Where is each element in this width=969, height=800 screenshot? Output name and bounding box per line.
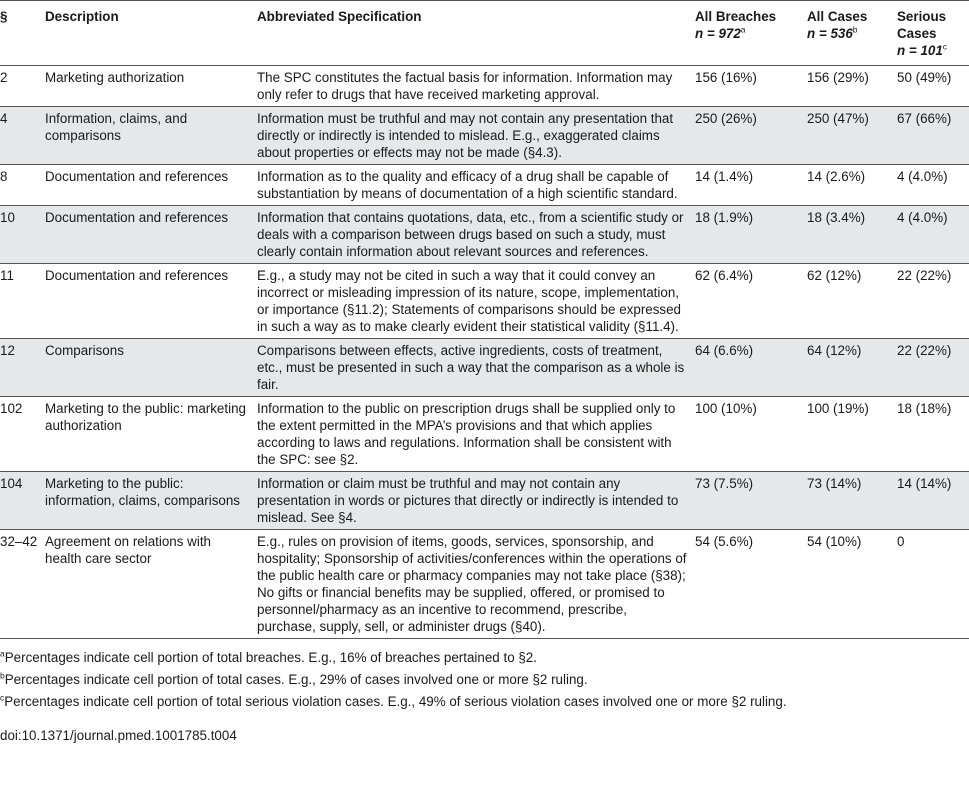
table-row bbox=[0, 264, 969, 339]
cell-all-cases: 18 (3.4%) bbox=[807, 206, 897, 264]
header-row bbox=[0, 1, 969, 66]
footnote-b-text: Percentages indicate cell portion of total cases. E.g., 29% of cases involved one or more §2 ruling. bbox=[4, 672, 588, 687]
cell-specification: Information that contains quotations, data, etc., from a scientific study or deals with a comparison between drugs based on such a study, must clearly contain information about relevant sources and references. bbox=[257, 206, 695, 264]
cell-section: 10 bbox=[0, 206, 45, 264]
cell-specification: Comparisons between effects, active ingredients, costs of treatment, etc., must be presented in such a way that the comparison as a whole is fair. bbox=[257, 339, 695, 397]
footnote-mark-c: c bbox=[942, 41, 948, 52]
cell-all-breaches: 54 (5.6%) bbox=[695, 534, 754, 549]
cell-specification: Information as to the quality and efficacy of a drug shall be capable of substantiation by means of documentation of a high scientific standard. bbox=[257, 169, 678, 201]
cell-all-cases: 100 (19%) bbox=[807, 401, 869, 416]
cell-all-breaches: 250 (26%) bbox=[695, 107, 807, 165]
cell-specification: Information to the public on prescription drugs shall be supplied only to the extent permitted in the MPA’s provisions and that which applies according to laws and regulations. Information shall be consistent with the SPC: see §2. bbox=[257, 401, 676, 467]
table-row bbox=[0, 165, 969, 206]
cell-specification: E.g., rules on provision of items, goods, services, sponsorship, and hospitality; Sponsorship of activities/conferences within the operations of the public health care or pharmacy companies may not take place (§38); No gifts or financial benefits may be supplied, offered, or promised to personnel/pharmacy as an incentive to recommend, prescribe, purchase, supply, sell, or administer drugs (§40). bbox=[257, 534, 687, 634]
col-header-serious-cases bbox=[897, 1, 969, 66]
col-header-all-breaches bbox=[695, 1, 807, 66]
cell-serious-cases: 18 (18%) bbox=[897, 401, 952, 416]
cell-all-breaches: 100 (10%) bbox=[695, 401, 757, 416]
cell-serious-cases: 50 (49%) bbox=[897, 70, 952, 85]
cell-serious-cases: 14 (14%) bbox=[897, 472, 969, 530]
footnote-mark-b: b bbox=[852, 24, 858, 35]
table-row bbox=[0, 107, 969, 165]
cell-description: Agreement on relations with health care sector bbox=[45, 534, 211, 566]
table-row bbox=[0, 530, 969, 639]
table-row bbox=[0, 339, 969, 397]
cell-all-cases: 62 (12%) bbox=[807, 268, 862, 283]
cell-description: Information, claims, and comparisons bbox=[45, 107, 257, 165]
cell-description: Comparisons bbox=[45, 339, 257, 397]
footnote-c-mark: c bbox=[0, 692, 5, 703]
all-breaches-label: All Breaches bbox=[695, 9, 777, 24]
col-header-description: Description bbox=[45, 9, 119, 24]
footnote-a-mark: a bbox=[0, 648, 5, 659]
footnote-b-mark: b bbox=[0, 670, 5, 681]
cell-serious-cases: 0 bbox=[897, 534, 905, 549]
cell-serious-cases: 4 (4.0%) bbox=[897, 169, 948, 184]
col-header-specification: Abbreviated Specification bbox=[257, 9, 422, 24]
cell-all-breaches: 64 (6.6%) bbox=[695, 339, 807, 397]
cell-all-cases: 64 (12%) bbox=[807, 339, 897, 397]
col-header-section: § bbox=[0, 9, 8, 24]
table-row bbox=[0, 206, 969, 264]
cell-all-cases: 156 (29%) bbox=[807, 70, 869, 85]
all-cases-label: All Cases bbox=[807, 9, 868, 24]
cell-serious-cases: 67 (66%) bbox=[897, 107, 969, 165]
cell-section: 102 bbox=[0, 401, 23, 416]
cell-serious-cases: 22 (22%) bbox=[897, 339, 969, 397]
cell-specification: The SPC constitutes the factual basis for information. Information may only refer to drugs that have received marketing approval. bbox=[257, 70, 673, 102]
footnote-c-text: Percentages indicate cell portion of total serious violation cases. E.g., 49% of serious violation cases involved one or more §2 ruling. bbox=[4, 694, 787, 709]
cell-section: 2 bbox=[0, 70, 8, 85]
cell-all-cases: 14 (2.6%) bbox=[807, 169, 866, 184]
cell-specification: E.g., a study may not be cited in such a way that it could convey an incorrect or misleading impression of its nature, scope, implementation, or importance (§11.2); Statements of comparisons should be expressed in such a way as to make clearly evident their statistical validity (§11.4). bbox=[257, 268, 682, 334]
cell-all-cases: 250 (47%) bbox=[807, 107, 897, 165]
cell-section: 4 bbox=[0, 107, 45, 165]
cell-all-breaches: 156 (16%) bbox=[695, 70, 757, 85]
col-header-all-cases bbox=[807, 1, 897, 66]
cell-section: 32–42 bbox=[0, 534, 38, 549]
footnote-a bbox=[0, 649, 969, 666]
cell-all-breaches: 62 (6.4%) bbox=[695, 268, 754, 283]
cell-description: Documentation and references bbox=[45, 206, 257, 264]
cell-all-cases: 73 (14%) bbox=[807, 472, 897, 530]
table-row bbox=[0, 66, 969, 107]
cell-all-breaches: 73 (7.5%) bbox=[695, 472, 807, 530]
footnote-c bbox=[0, 693, 969, 710]
doi-link[interactable]: doi:10.1371/journal.pmed.1001785.t004 bbox=[0, 728, 237, 743]
footnote-b bbox=[0, 671, 969, 688]
cell-description: Marketing to the public: marketing authorization bbox=[45, 401, 246, 433]
cell-section: 12 bbox=[0, 339, 45, 397]
cell-description: Marketing to the public: information, claims, comparisons bbox=[45, 472, 257, 530]
cell-description: Documentation and references bbox=[45, 169, 229, 184]
cell-description: Documentation and references bbox=[45, 268, 229, 283]
footnote-a-text: Percentages indicate cell portion of total breaches. E.g., 16% of breaches pertained to §2. bbox=[4, 650, 537, 665]
all-cases-n: n = 536 bbox=[807, 26, 853, 41]
cell-serious-cases: 22 (22%) bbox=[897, 268, 952, 283]
table-footnotes bbox=[0, 649, 969, 710]
cell-section: 11 bbox=[0, 268, 14, 283]
cell-all-cases: 54 (10%) bbox=[807, 534, 862, 549]
serious-label-2: Cases bbox=[897, 26, 937, 41]
serious-label-1: Serious bbox=[897, 9, 947, 24]
cell-all-breaches: 18 (1.9%) bbox=[695, 206, 807, 264]
cell-specification: Information or claim must be truthful and may not contain any presentation in words or pictures that directly or indirectly is intended to mislead. See §4. bbox=[257, 472, 695, 530]
cell-specification: Information must be truthful and may not contain any presentation that directly or indirectly is intended to mislead. E.g., exaggerated claims about properties or effects may not be made (§4.3). bbox=[257, 107, 695, 165]
table-row bbox=[0, 397, 969, 472]
cell-serious-cases: 4 (4.0%) bbox=[897, 206, 969, 264]
serious-cases-n: n = 101 bbox=[897, 43, 943, 58]
cell-section: 104 bbox=[0, 472, 45, 530]
cell-all-breaches: 14 (1.4%) bbox=[695, 169, 754, 184]
table-row bbox=[0, 472, 969, 530]
footnote-mark-a: a bbox=[740, 24, 746, 35]
all-breaches-n: n = 972 bbox=[695, 26, 741, 41]
cell-description: Marketing authorization bbox=[45, 70, 185, 85]
cell-section: 8 bbox=[0, 169, 8, 184]
